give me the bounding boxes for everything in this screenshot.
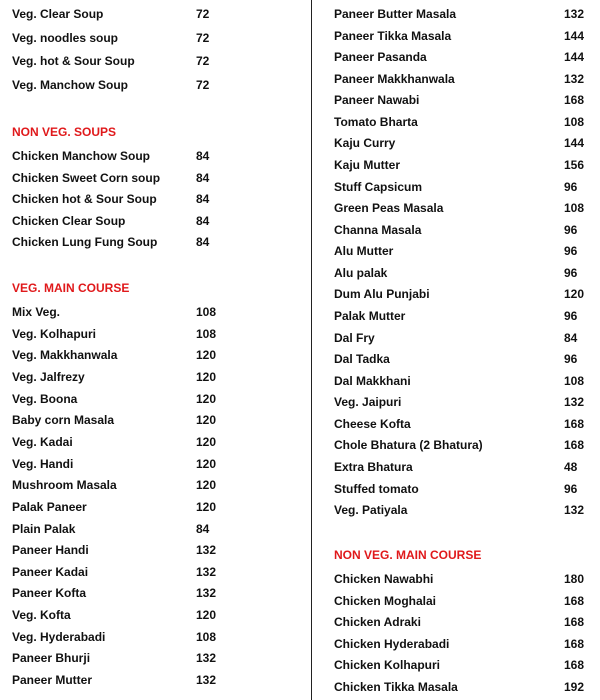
menu-item-price: 72	[196, 31, 210, 45]
menu-item-name: Veg. Clear Soup	[12, 7, 104, 21]
menu-item-name: Chicken Clear Soup	[12, 214, 126, 228]
menu-item-price: 132	[196, 673, 217, 687]
menu-item-name: Paneer Tikka Masala	[334, 29, 452, 43]
menu-item-price: 72	[196, 7, 210, 21]
menu-item-price: 132	[196, 586, 217, 600]
menu-item-price: 108	[196, 327, 217, 341]
menu-item-price: 84	[196, 214, 210, 228]
non-veg-main-course-heading: NON VEG. MAIN COURSE	[334, 548, 482, 562]
menu-item-name: Kaju Mutter	[334, 158, 400, 172]
menu-item-name: Chicken Manchow Soup	[12, 149, 151, 163]
menu-item-name: Dum Alu Punjabi	[334, 287, 430, 301]
menu-item-name: Veg. Kadai	[12, 435, 73, 449]
menu-item-price: 144	[564, 50, 585, 64]
menu-item-price: 168	[564, 637, 585, 651]
menu-item-name: Veg. Boona	[12, 392, 78, 406]
menu-item-price: 168	[564, 658, 585, 672]
menu-item-price: 108	[196, 630, 217, 644]
menu-item-name: Mushroom Masala	[12, 478, 117, 492]
menu-item-price: 96	[564, 266, 578, 280]
menu-item-price: 84	[196, 192, 210, 206]
menu-item-name: Stuffed tomato	[334, 482, 419, 496]
menu-item-name: Paneer Handi	[12, 543, 89, 557]
veg-main-course-heading: VEG. MAIN COURSE	[12, 281, 130, 295]
menu-item-name: Paneer Butter Masala	[334, 7, 457, 21]
column-divider	[311, 0, 312, 700]
menu-item-price: 120	[196, 392, 217, 406]
menu-item-name: Chicken Hyderabadi	[334, 637, 450, 651]
menu-item-name: Veg. Kofta	[12, 608, 71, 622]
menu-item-name: Paneer Bhurji	[12, 651, 91, 665]
menu-item-name: Chole Bhatura (2 Bhatura)	[334, 438, 483, 452]
menu-item-name: Cheese Kofta	[334, 417, 411, 431]
menu-item-name: Veg. hot & Sour Soup	[12, 54, 135, 68]
menu-item-name: Veg. Jalfrezy	[12, 370, 85, 384]
menu-item-price: 144	[564, 136, 585, 150]
menu-item-price: 132	[564, 503, 585, 517]
menu-item-price: 96	[564, 352, 578, 366]
menu-item-name: Palak Mutter	[334, 309, 406, 323]
menu-item-name: Plain Palak	[12, 522, 76, 536]
menu-item-price: 84	[564, 331, 578, 345]
menu-item-price: 168	[564, 594, 585, 608]
menu-item-price: 120	[196, 457, 217, 471]
menu-item-name: Green Peas Masala	[334, 201, 444, 215]
menu-item-price: 108	[196, 305, 217, 319]
menu-item-name: Baby corn Masala	[12, 413, 115, 427]
menu-item-price: 120	[196, 608, 217, 622]
menu-item-name: Veg. Hyderabadi	[12, 630, 106, 644]
menu-item-price: 84	[196, 235, 210, 249]
menu-item-name: Chicken Nawabhi	[334, 572, 434, 586]
menu-item-name: Paneer Makkhanwala	[334, 72, 455, 86]
menu-item-name: Palak Paneer	[12, 500, 87, 514]
menu-item-price: 120	[564, 287, 585, 301]
menu-item-price: 156	[564, 158, 585, 172]
menu-item-price: 108	[564, 115, 585, 129]
menu-item-name: Stuff Capsicum	[334, 180, 423, 194]
menu-item-name: Paneer Kadai	[12, 565, 89, 579]
menu-item-name: Chicken Sweet Corn soup	[12, 171, 161, 185]
menu-item-price: 132	[564, 72, 585, 86]
menu-item-price: 108	[564, 374, 585, 388]
menu-item-name: Alu Mutter	[334, 244, 394, 258]
menu-item-price: 96	[564, 244, 578, 258]
menu-item-name: Veg. Kolhapuri	[12, 327, 97, 341]
menu-item-price: 96	[564, 180, 578, 194]
menu-item-price: 132	[564, 7, 585, 21]
menu-item-name: Paneer Mutter	[12, 673, 93, 687]
menu-item-name: Veg. Manchow Soup	[12, 78, 129, 92]
menu-item-name: Channa Masala	[334, 223, 422, 237]
menu-item-price: 168	[564, 93, 585, 107]
menu-item-price: 180	[564, 572, 585, 586]
menu-item-price: 168	[564, 417, 585, 431]
menu-item-price: 96	[564, 309, 578, 323]
menu-item-name: Dal Fry	[334, 331, 375, 345]
menu-item-price: 84	[196, 149, 210, 163]
menu-item-price: 72	[196, 78, 210, 92]
menu-item-name: Chicken Kolhapuri	[334, 658, 441, 672]
menu-item-price: 84	[196, 171, 210, 185]
menu-item-name: Chicken Adraki	[334, 615, 421, 629]
menu-item-price: 132	[196, 651, 217, 665]
menu-item-name: Dal Tadka	[334, 352, 390, 366]
menu-item-name: Paneer Nawabi	[334, 93, 420, 107]
menu-item-name: Dal Makkhani	[334, 374, 411, 388]
menu-item-price: 168	[564, 438, 585, 452]
menu-item-name: Mix Veg.	[12, 305, 61, 319]
menu-item-price: 144	[564, 29, 585, 43]
menu-item-price: 108	[564, 201, 585, 215]
menu-item-name: Chicken Lung Fung Soup	[12, 235, 158, 249]
menu-item-price: 120	[196, 500, 217, 514]
menu-item-price: 96	[564, 223, 578, 237]
menu-item-name: Paneer Pasanda	[334, 50, 427, 64]
menu-item-name: Tomato Bharta	[334, 115, 418, 129]
menu-item-price: 120	[196, 413, 217, 427]
menu-item-price: 120	[196, 478, 217, 492]
menu-item-price: 96	[564, 482, 578, 496]
menu-item-name: Veg. noodles soup	[12, 31, 119, 45]
menu-item-name: Chicken hot & Sour Soup	[12, 192, 157, 206]
menu-item-price: 48	[564, 460, 578, 474]
menu-item-name: Extra Bhatura	[334, 460, 413, 474]
menu-item-price: 120	[196, 370, 217, 384]
menu-item-price: 192	[564, 680, 585, 694]
menu-item-price: 72	[196, 54, 210, 68]
menu-item-price: 84	[196, 522, 210, 536]
menu-item-name: Veg. Patiyala	[334, 503, 408, 517]
menu-item-price: 132	[564, 395, 585, 409]
menu-item-name: Alu palak	[334, 266, 388, 280]
menu-item-name: Kaju Curry	[334, 136, 396, 150]
menu-item-price: 132	[196, 543, 217, 557]
menu-item-name: Chicken Moghalai	[334, 594, 437, 608]
menu-item-price: 132	[196, 565, 217, 579]
menu-item-name: Veg. Handi	[12, 457, 74, 471]
menu-item-name: Chicken Tikka Masala	[334, 680, 458, 694]
menu-item-price: 120	[196, 348, 217, 362]
menu-item-name: Veg. Makkhanwala	[12, 348, 118, 362]
non-veg-soups-heading: NON VEG. SOUPS	[12, 125, 117, 139]
menu-item-price: 120	[196, 435, 217, 449]
menu-item-name: Veg. Jaipuri	[334, 395, 402, 409]
menu-item-price: 168	[564, 615, 585, 629]
menu-item-name: Paneer Kofta	[12, 586, 87, 600]
